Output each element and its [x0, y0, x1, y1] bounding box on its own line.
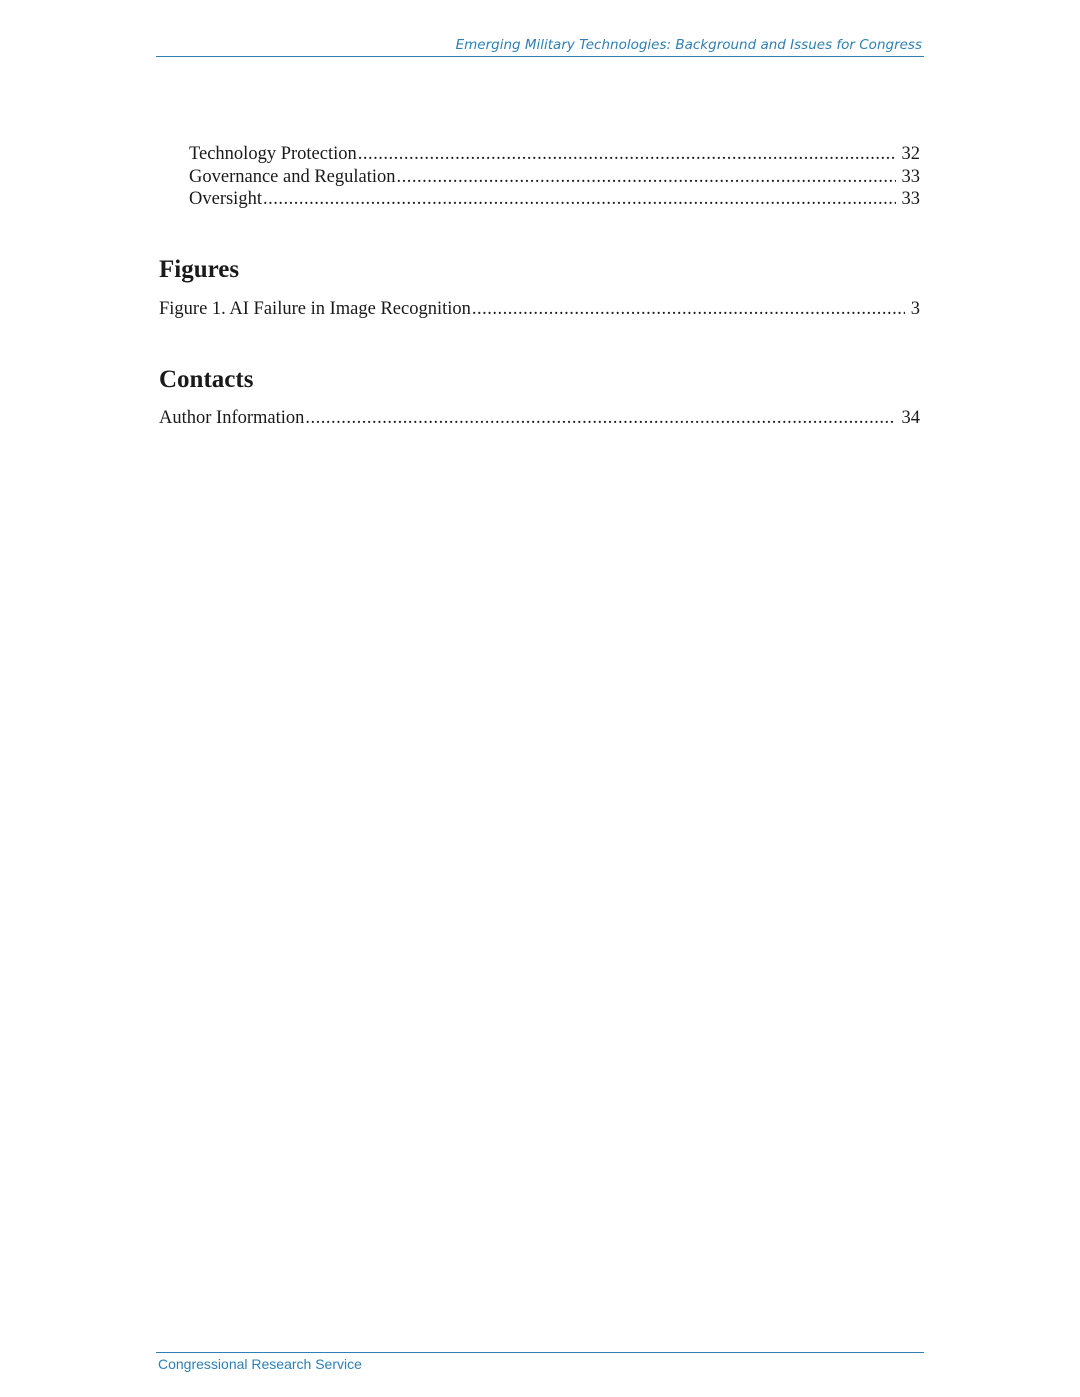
running-footer	[156, 1352, 924, 1372]
figures-heading: Figures	[159, 256, 240, 283]
toc-entry-page: 33	[901, 167, 920, 187]
running-header-title: Emerging Military Technologies: Background and Issues for Congress	[455, 37, 922, 53]
running-footer-label: Congressional Research Service	[158, 1356, 362, 1372]
figure-list-entry[interactable]	[159, 298, 920, 320]
contacts-entry-page: 34	[901, 408, 920, 428]
toc-entry[interactable]	[189, 166, 920, 188]
contacts-entry-label: Author Information	[159, 408, 305, 428]
figure-entry-label: Figure 1. AI Failure in Image Recognition	[159, 299, 471, 319]
figure-entry-page: 3	[910, 299, 920, 319]
running-header	[156, 36, 924, 57]
contacts-heading: Contacts	[159, 366, 254, 393]
toc-dot-leader	[358, 143, 896, 165]
toc-entry-label: Oversight	[189, 189, 262, 209]
toc-entry-page: 33	[901, 189, 920, 209]
toc-entry[interactable]	[189, 143, 920, 165]
toc-dot-leader	[305, 407, 895, 429]
contacts-entry[interactable]	[159, 407, 920, 429]
toc-entry-label: Technology Protection	[189, 144, 357, 164]
toc-entry-page: 32	[901, 144, 920, 164]
toc-entry[interactable]	[189, 188, 920, 210]
toc-dot-leader	[472, 298, 905, 320]
toc-dot-leader	[263, 188, 896, 210]
toc-entry-label: Governance and Regulation	[189, 167, 396, 187]
toc-dot-leader	[397, 166, 896, 188]
